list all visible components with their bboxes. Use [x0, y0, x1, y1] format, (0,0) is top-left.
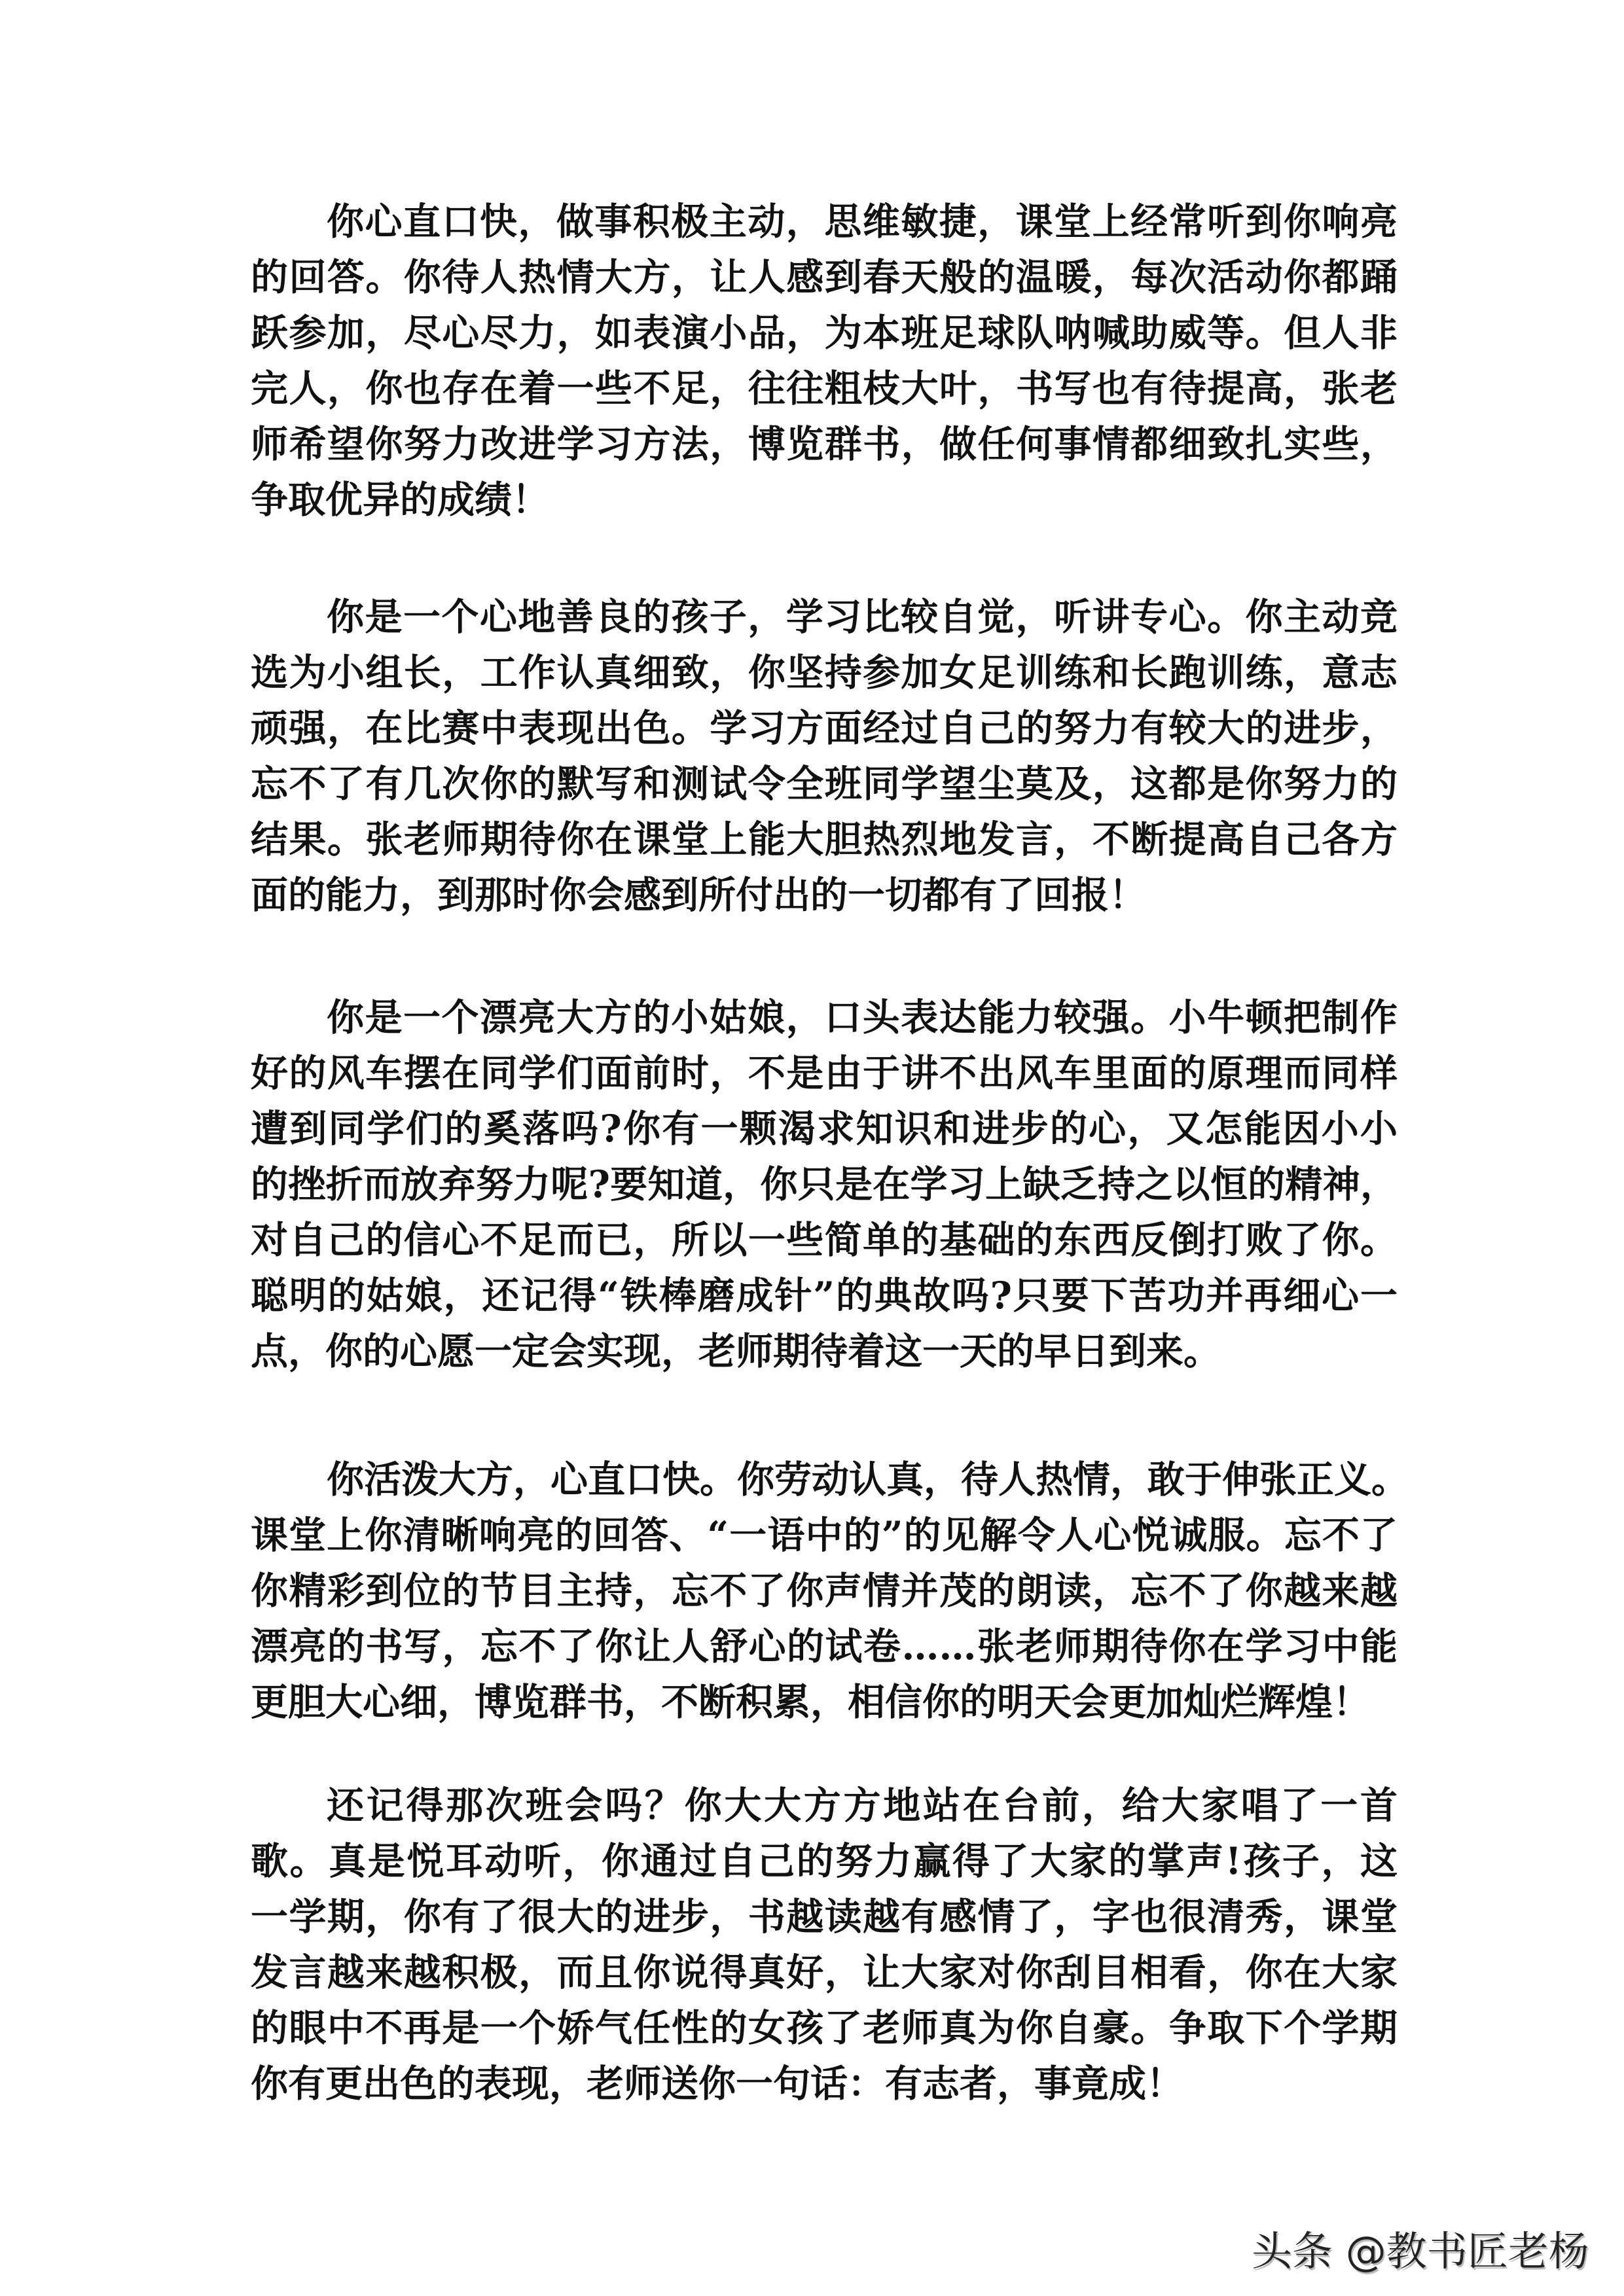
paragraph-line: 还记得那次班会吗？你大大方方地站在台前，给大家唱了一首 [327, 1784, 1398, 1827]
paragraph-line: 师希望你努力改进学习方法，博览群书，做任何事情都细致扎实些， [251, 422, 1398, 466]
paragraph-line: 完人，你也存在着一些不足，往往粗枝大叶，书写也有待提高，张老 [251, 367, 1398, 410]
comment-paragraph-3 [251, 990, 1398, 1379]
paragraph-line: 面的能力，到那时你会感到所付出的一切都有了回报！ [251, 873, 1146, 917]
paragraph-line: 的眼中不再是一个娇气任性的女孩了老师真为你自豪。争取下个学期 [251, 2006, 1398, 2050]
paragraph-line: 的回答。你待人热情大方，让人感到春天般的温暖，每次活动你都踊 [251, 255, 1398, 299]
paragraph-line: 你是一个心地善良的孩子，学习比较自觉，听讲专心。你主动竞 [327, 595, 1398, 639]
paragraph-line: 你有更出色的表现，老师送你一句话：有志者，事竟成！ [251, 2062, 1183, 2106]
paragraph-line: 点，你的心愿一定会实现，老师期待着这一天的早日到来。 [251, 1329, 1221, 1373]
paragraph-line: 一学期，你有了很大的进步，书越读越有感情了，字也很清秀，课堂 [251, 1895, 1398, 1939]
paragraph-line: 漂亮的书写，忘不了你让人舒心的试卷……张老师期待你在学习中能 [251, 1624, 1398, 1668]
paragraph-line: 的挫折而放弃努力呢?要知道，你只是在学习上缺乏持之以恒的精神， [251, 1162, 1398, 1206]
comment-paragraph-4 [251, 1452, 1409, 1730]
paragraph-line: 跃参加，尽心尽力，如表演小品，为本班足球队呐喊助威等。但人非 [251, 311, 1398, 355]
paragraph-line: 你精彩到位的节目主持，忘不了你声情并茂的朗读，忘不了你越来越 [251, 1569, 1398, 1613]
paragraph-line: 争取优异的成绩！ [251, 478, 549, 522]
paragraph-line: 你心直口快，做事积极主动，思维敏捷，课堂上经常听到你响亮 [327, 200, 1398, 243]
comment-paragraph-5 [251, 1778, 1398, 2111]
paragraph-line: 歌。真是悦耳动听，你通过自己的努力赢得了大家的掌声!孩子，这 [251, 1839, 1398, 1883]
paragraph-line: 发言越来越积极，而且你说得真好，让大家对你刮目相看，你在大家 [251, 1950, 1398, 1994]
paragraph-line: 你活泼大方，心直口快。你劳动认真，待人热情，敢于伸张正义。 [327, 1458, 1409, 1501]
paragraph-line: 聪明的姑娘，还记得“铁棒磨成针”的典故吗?只要下苦功并再细心一 [251, 1274, 1398, 1318]
paragraph-line: 顽强，在比赛中表现出色。学习方面经过自己的努力有较大的进步， [251, 706, 1398, 750]
paragraph-line: 对自己的信心不足而已，所以一些简单的基础的东西反倒打败了你。 [251, 1218, 1398, 1262]
paragraph-line: 课堂上你清晰响亮的回答、“一语中的”的见解令人心悦诚服。忘不了 [251, 1513, 1398, 1557]
paragraph-line: 你是一个漂亮大方的小姑娘，口头表达能力较强。小牛顿把制作 [327, 996, 1398, 1039]
watermark: 头条 @教书匠老杨 [1252, 2227, 1589, 2275]
paragraph-line: 遭到同学们的奚落吗?你有一颗渴求知识和进步的心，又怎能因小小 [251, 1107, 1398, 1151]
paragraph-line: 忘不了有几次你的默写和测试令全班同学望尘莫及，这都是你努力的 [251, 762, 1398, 806]
paragraph-line: 更胆大心细，博览群书，不断积累，相信你的明天会更加灿烂辉煌！ [251, 1680, 1370, 1724]
comment-paragraph-2 [251, 589, 1398, 923]
paragraph-line: 选为小组长，工作认真细致，你坚持参加女足训练和长跑训练，意志 [251, 651, 1398, 694]
paragraph-line: 结果。张老师期待你在课堂上能大胆热烈地发言，不断提高自己各方 [251, 817, 1398, 861]
paragraph-line: 好的风车摆在同学们面前时，不是由于讲不出风车里面的原理而同样 [251, 1051, 1398, 1095]
comment-paragraph-1 [251, 194, 1398, 528]
